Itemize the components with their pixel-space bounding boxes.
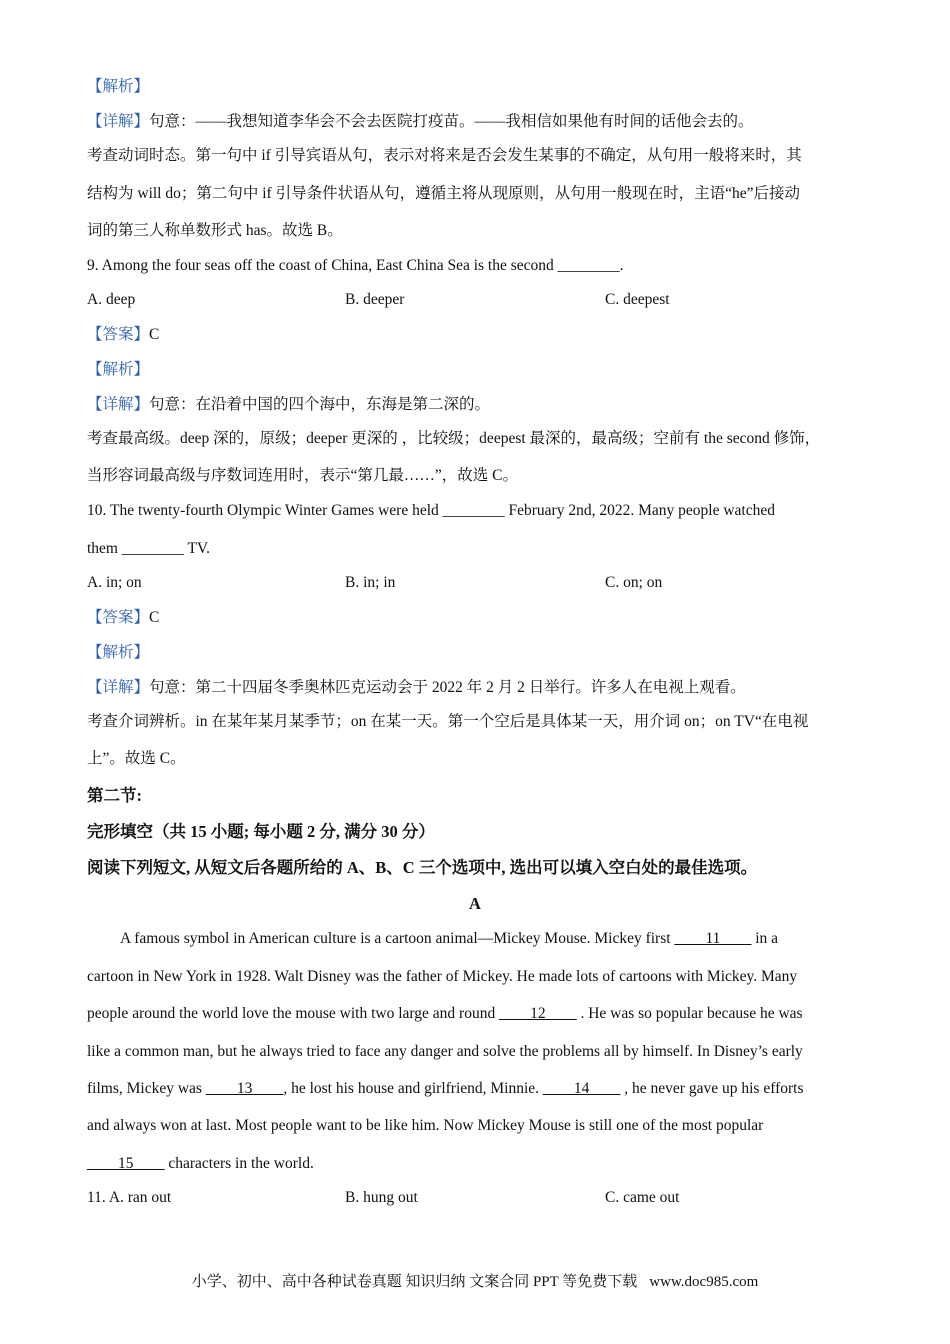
passage-text: characters in the world.: [164, 1155, 314, 1172]
analysis-label: 【解析】: [87, 78, 150, 95]
passage-text: films, Mickey was: [87, 1080, 206, 1097]
answer-label: 【答案】: [87, 609, 150, 626]
answer-value: C: [149, 609, 160, 626]
question-10-stem-cont: them ________ TV.: [87, 540, 211, 557]
question-9-stem: 9. Among the four seas off the coast of China, East China Sea is the second ________.: [87, 257, 624, 274]
question-10-option-b: B. in; in: [345, 574, 396, 591]
question-9-option-a: A. deep: [87, 291, 136, 308]
footer-text: 小学、初中、高中各种试卷真题 知识归纳 文案合同 PPT 等免费下载: [191, 1274, 638, 1290]
answer-label: 【答案】: [87, 326, 150, 343]
question-10-stem: 10. The twenty-fourth Olympic Winter Games were held ________ February 2nd, 2022. Many people watched: [87, 502, 775, 519]
detail-label: 【详解】: [87, 679, 150, 696]
footer-link[interactable]: www.doc985.com: [649, 1274, 759, 1290]
question-10-answer: [87, 608, 159, 628]
explanation-line: 结构为 will do；第二句中 if 引导条件状语从句，遵循主将从现原则，从句用一般现在时，主语“he”后接动: [87, 185, 800, 202]
explanation-line: 考查介词辨析。in 在某年某月某季节；on 在某一天。第一个空后是具体某一天，用介词 on；on TV“在电视: [87, 713, 809, 730]
passage-line: cartoon in New York in 1928. Walt Disney was the father of Mickey. He made lots of cartoons with Mickey. Many: [87, 968, 798, 985]
section-instruction: 阅读下列短文, 从短文后各题所给的 A、B、C 三个选项中, 选出可以填入空白处的最佳选项。: [87, 858, 758, 877]
passage-line: like a common man, but he always tried to face any danger and solve the problems all by himself. In Disney’s early: [87, 1043, 803, 1060]
passage-line: and always won at last. Most people want to be like him. Now Mickey Mouse is still one of the most popular: [87, 1117, 764, 1134]
passage-text: , he never gave up his efforts: [620, 1080, 804, 1097]
question-10-option-c: C. on; on: [605, 574, 663, 591]
detail-paragraph: [87, 395, 490, 415]
detail-label: 【详解】: [87, 396, 150, 413]
passage-text: A famous symbol in American culture is a cartoon animal—Mickey Mouse. Mickey first: [120, 930, 675, 947]
question-9-option-c: C. deepest: [605, 291, 670, 308]
detail-paragraph: [87, 112, 754, 132]
analysis-label: 【解析】: [87, 644, 150, 661]
passage-line: [87, 1079, 804, 1099]
explanation-line: 词的第三人称单数形式 has。故选 B。: [87, 222, 343, 239]
detail-label: 【详解】: [87, 113, 150, 130]
explanation-line: 考查最高级。deep 深的，原级；deeper 更深的 ，比较级；deepest 最深的，最高级；空前有 the second 修饰，: [87, 430, 821, 447]
passage-text: people around the world love the mouse with two large and round: [87, 1005, 500, 1022]
passage-line: [87, 1004, 803, 1024]
passage-text: , he lost his house and girlfriend, Minnie.: [283, 1080, 543, 1097]
passage-line: [120, 929, 778, 949]
question-11-option-a: 11. A. ran out: [87, 1189, 172, 1206]
page-footer: [0, 1270, 950, 1291]
passage-label: A: [469, 894, 481, 913]
analysis-label: 【解析】: [87, 361, 150, 378]
question-9-option-b: B. deeper: [345, 291, 405, 308]
passage-line: [87, 1154, 314, 1174]
section-subtitle: 完形填空（共 15 小题; 每小题 2 分, 满分 30 分）: [87, 822, 435, 841]
detail-text: 句意：在沿着中国的四个海中，东海是第二深的。: [149, 396, 491, 413]
question-10-option-a: A. in; on: [87, 574, 142, 591]
question-11-option-b: B. hung out: [345, 1189, 418, 1206]
question-11-option-c: C. came out: [605, 1189, 680, 1206]
section-title: 第二节:: [87, 786, 142, 805]
answer-value: C: [149, 326, 160, 343]
blank-13: ____13____: [205, 1080, 284, 1097]
explanation-line: 上”。故选 C。: [87, 750, 186, 767]
blank-12: ____12____: [499, 1005, 577, 1022]
passage-text: . He was so popular because he was: [576, 1005, 803, 1022]
blank-11: ____11____: [674, 930, 752, 947]
blank-14: ____14____: [542, 1080, 621, 1097]
question-9-answer: [87, 325, 159, 345]
explanation-line: 考查动词时态。第一句中 if 引导宾语从句，表示对将来是否会发生某事的不确定，从句用一般将来时，其: [87, 147, 802, 164]
detail-text: 句意：第二十四届冬季奥林匹克运动会于 2022 年 2 月 2 日举行。许多人在电视上观看。: [149, 679, 746, 696]
detail-paragraph: [87, 678, 746, 698]
blank-15: ____15____: [87, 1155, 165, 1172]
explanation-line: 当形容词最高级与序数词连用时，表示“第几最……”，故选 C。: [87, 467, 518, 484]
detail-text: 句意：——我想知道李华会不会去医院打疫苗。——我相信如果他有时间的话他会去的。: [149, 113, 754, 130]
passage-text: in a: [751, 930, 779, 947]
